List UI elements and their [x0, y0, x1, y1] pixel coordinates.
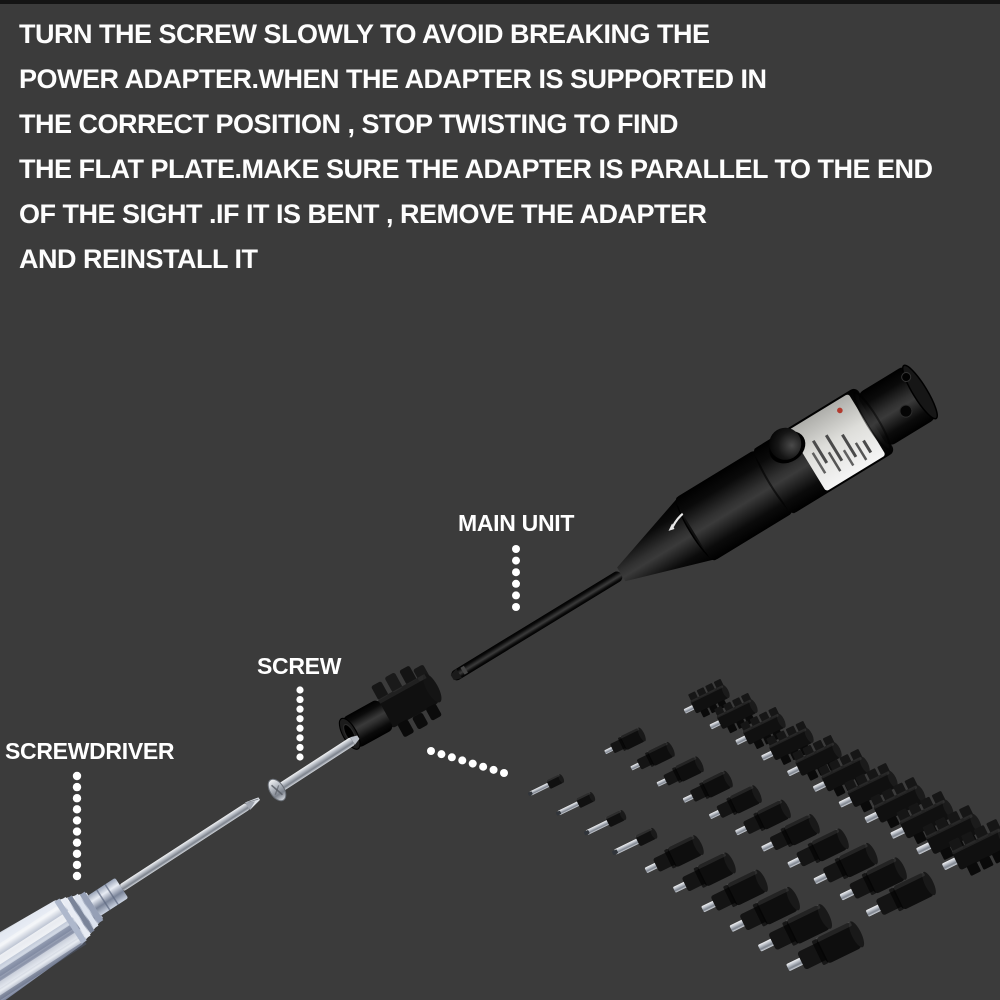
adapters-callout-dot — [437, 750, 445, 758]
adapters-callout-dot — [469, 760, 477, 768]
callout-dots — [73, 545, 520, 880]
main-unit-label: MAIN UNIT — [458, 510, 575, 536]
screw-callout-dot — [296, 753, 303, 760]
main-unit-callout-dot — [512, 591, 520, 599]
main-unit-callout-dot — [512, 603, 520, 611]
screwdriver-callout-dot — [73, 794, 81, 802]
screwdriver-callout-dot — [73, 827, 81, 835]
main-unit-callout-dot — [512, 545, 520, 553]
adapters-callout-dot — [427, 747, 435, 755]
instruction-line: POWER ADAPTER.WHEN THE ADAPTER IS SUPPORTED IN — [19, 64, 767, 94]
instruction-line: TURN THE SCREW SLOWLY TO AVOID BREAKING THE — [19, 19, 710, 49]
adapters-callout-dot — [448, 753, 456, 761]
screwdriver-callout-dot — [73, 805, 81, 813]
pin-adapter — [610, 827, 659, 859]
instruction-line: AND REINSTALL IT — [19, 244, 258, 274]
adapter-grid — [526, 678, 1000, 981]
screwdriver-callout-dot — [73, 772, 81, 780]
adapters-callout-dot — [490, 766, 498, 774]
adapters-callout-dot — [479, 763, 487, 771]
screwdriver-illustration — [0, 768, 279, 1000]
screw-callout-dot — [296, 744, 303, 751]
screwdriver-callout-dot — [73, 838, 81, 846]
screwdriver-callout-dot — [73, 872, 81, 880]
main-unit-callout-dot — [512, 580, 520, 588]
pin-adapter — [554, 791, 596, 819]
main-unit-callout-dot — [512, 557, 520, 565]
adapters-callout-dot — [500, 769, 508, 777]
screw-callout-dot — [296, 686, 303, 693]
instruction-line: THE CORRECT POSITION , STOP TWISTING TO FIND — [19, 109, 679, 139]
screw-callout-dot — [296, 734, 303, 741]
screwdriver-shaft — [119, 803, 249, 891]
screw-callout-dot — [296, 706, 303, 713]
screw-label: SCREW — [257, 653, 342, 679]
pin-adapter — [582, 809, 627, 839]
instruction-line: OF THE SIGHT .IF IT IS BENT , REMOVE THE ADAPTER — [19, 199, 707, 229]
screwdriver-callout-dot — [73, 816, 81, 824]
screwdriver-callout-dot — [73, 850, 81, 858]
screw-illustration — [265, 727, 365, 804]
adapters-callout-dot — [458, 756, 466, 764]
pin-adapter — [526, 773, 565, 798]
screw-callout-dot — [296, 696, 303, 703]
screw-callout-dot — [296, 725, 303, 732]
screwdriver-label: SCREWDRIVER — [5, 738, 175, 764]
bullet-adapter — [602, 726, 648, 759]
screwdriver-callout-dot — [73, 783, 81, 791]
main-unit-callout-dot — [512, 568, 520, 576]
screw-callout-dot — [296, 715, 303, 722]
instruction-line: THE FLAT PLATE.MAKE SURE THE ADAPTER IS PARALLEL TO THE END — [19, 154, 933, 184]
laser-rod — [449, 570, 624, 683]
screwdriver-callout-dot — [73, 861, 81, 869]
